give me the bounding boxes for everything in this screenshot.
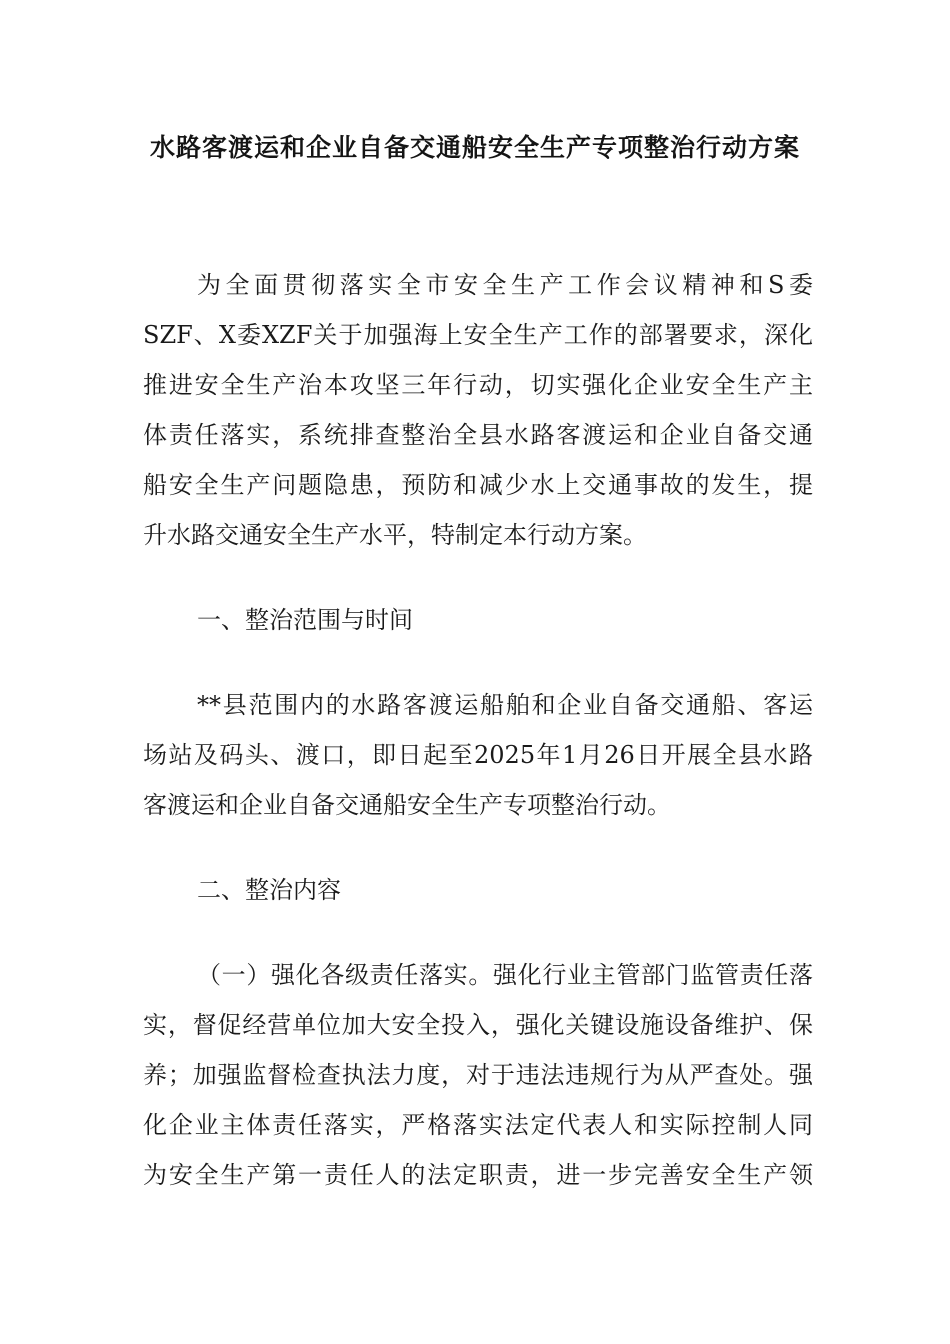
section-heading-scope: 一、整治范围与时间 <box>197 606 413 634</box>
intro-line-1: 为全面贯彻落实全市安全生产工作会议精神和S委 <box>197 271 813 299</box>
section2-line-3: 养；加强监督检查执法力度，对于违法违规行为从严查处。强 <box>143 1061 813 1089</box>
intro-line-2: SZF、X委XZF关于加强海上安全生产工作的部署要求，深化 <box>143 321 813 349</box>
section2-line-2: 实，督促经营单位加大安全投入，强化关键设施设备维护、保 <box>143 1011 813 1039</box>
section1-line-3: 客渡运和企业自备交通船安全生产专项整治行动。 <box>143 791 671 819</box>
section-heading-content: 二、整治内容 <box>197 876 341 904</box>
section2-line-5: 为安全生产第一责任人的法定职责，进一步完善安全生产领 <box>143 1161 813 1189</box>
intro-line-6: 升水路交通安全生产水平，特制定本行动方案。 <box>143 521 647 549</box>
section2-line-1: （一）强化各级责任落实。强化行业主管部门监管责任落 <box>197 961 813 989</box>
intro-line-3: 推进安全生产治本攻坚三年行动，切实强化企业安全生产主 <box>143 371 813 399</box>
section1-line-1: **县范围内的水路客渡运船舶和企业自备交通船、客运 <box>197 691 813 719</box>
section1-line-2: 场站及码头、渡口，即日起至2025年1月26日开展全县水路 <box>143 741 813 769</box>
intro-line-5: 船安全生产问题隐患，预防和减少水上交通事故的发生，提 <box>143 471 813 499</box>
section2-line-4: 化企业主体责任落实，严格落实法定代表人和实际控制人同 <box>143 1111 813 1139</box>
intro-line-4: 体责任落实，系统排查整治全县水路客渡运和企业自备交通 <box>143 421 813 449</box>
document-title: 水路客渡运和企业自备交通船安全生产专项整治行动方案 <box>149 133 800 162</box>
